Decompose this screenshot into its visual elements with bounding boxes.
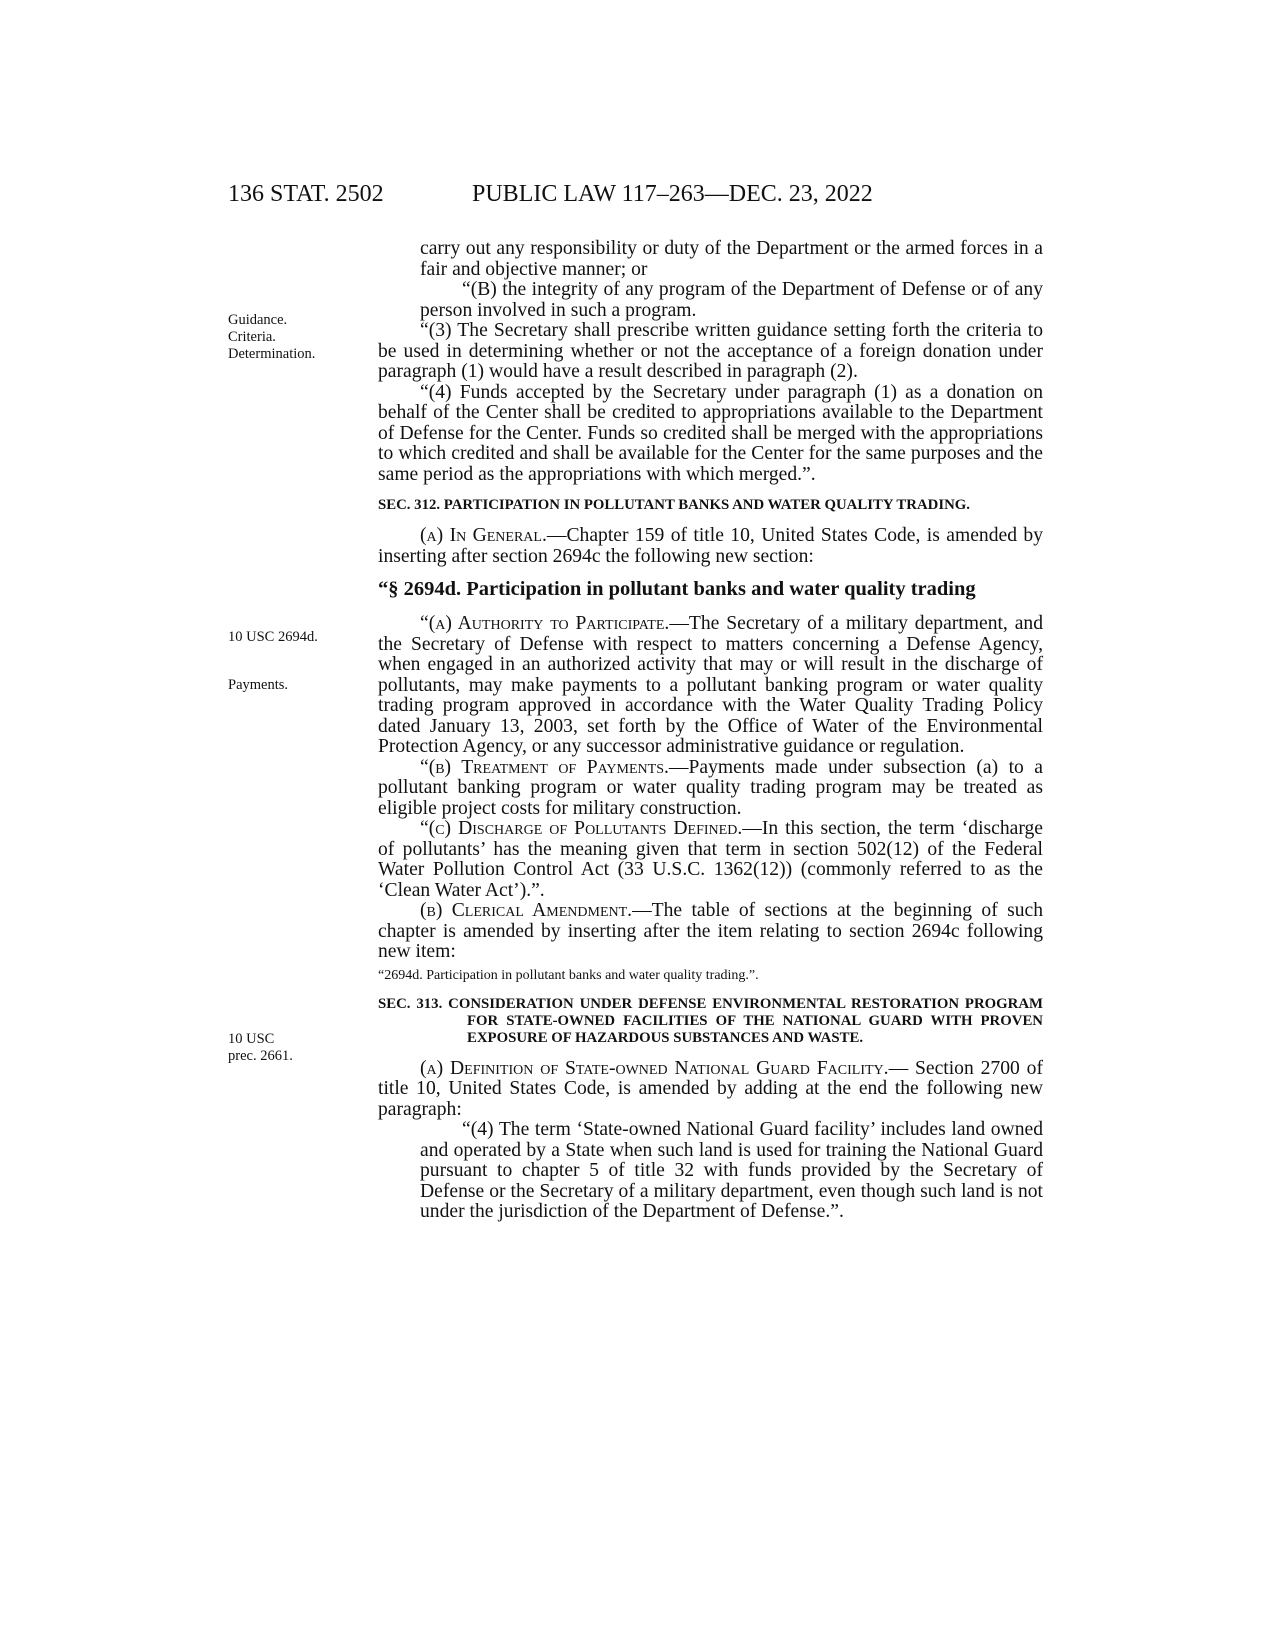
clerical-amendment xyxy=(378,901,1043,963)
margin-note-guidance xyxy=(228,312,368,363)
margin-note-line: 10 USC xyxy=(228,1031,275,1047)
margin-note-line: 10 USC 2694d. xyxy=(228,629,318,645)
section-312-subsection-a xyxy=(378,526,1043,567)
section-313-subsection-a xyxy=(378,1059,1043,1121)
margin-note-line: Determination. xyxy=(228,346,316,362)
subsection-text: —Chapter 159 of title 10, United States Code, is amended by inserting after section 2694c the following new section: xyxy=(378,525,1043,567)
statute-page-reference: 136 STAT. 2502 xyxy=(228,181,384,207)
subsection-label: “(c) Discharge of Pollutants Defined. xyxy=(420,818,743,839)
margin-note-usc-2694d xyxy=(228,629,368,646)
treatment-of-payments xyxy=(378,758,1043,820)
paragraph-4: “(4) Funds accepted by the Secretary under paragraph (1) as a donation on behalf of the Center shall be credited to appropriations available to the Department of Defense for the Center. Funds so credited shall be merged with the appropriations to which credited and shall be available for the Center for the same purposes and the same period as the appropriations with which merged.”. xyxy=(378,381,1043,485)
paragraph-2b: “(B) the integrity of any program of the Department of Defense or of any person involved in such a program. xyxy=(420,279,1043,321)
paragraph-3: “(3) The Secretary shall prescribe written guidance setting forth the criteria to be used in determining whether or not the acceptance of a foreign donation under paragraph (1) would have a result described in paragraph (2). xyxy=(378,320,1043,382)
margin-note-usc-prec xyxy=(228,1031,368,1065)
subsection-label: “(b) Treatment of Payments. xyxy=(420,756,669,778)
public-law-title: PUBLIC LAW 117–263—DEC. 23, 2022 xyxy=(472,181,873,207)
subsection-label: (a) Definition of State-owned National Guard Facility. xyxy=(420,1057,889,1079)
subsection-text: — Section 2700 of title 10, United States Code, is amended by adding at the end the following new paragraph: xyxy=(378,1057,1043,1120)
margin-note-line: Guidance. xyxy=(228,312,288,328)
discharge-of-pollutants-defined xyxy=(378,819,1043,901)
margin-note-line: Criteria. xyxy=(228,329,276,345)
table-of-sections-item: “2694d. Participation in pollutant banks and water quality trading.”. xyxy=(378,967,759,983)
section-313-quoted-paragraph: “(4) The term ‘State-owned National Guard facility’ includes land owned and operated by a State when such land is used for training the National Guard pursuant to chapter 5 of title 32 with funds provided by the Secretary of Defense or the Secretary of a military department, even though such land is not under the jurisdiction of the Department of Defense.”. xyxy=(420,1119,1043,1222)
subsection-text: —The Secretary of a military department, and the Secretary of Defense with respect to matters concerning a Defense Agency, when engaged in an authorized activity that may or will result in the discharge of pollutants, may make payments to a pollutant banking program or water quality trading program approved in accordance with the Water Quality Trading Policy dated January 13, 2003, set forth by the Office of Water of the Environmental Protection Agency, or any successor administrative guidance or regulation. xyxy=(378,613,1044,757)
section-2694d-heading: “§ 2694d. Participation in pollutant banks and water quality trading xyxy=(378,578,976,600)
subsection-label: (b) Clerical Amendment. xyxy=(420,900,633,921)
subsection-text: —Payments made under subsection (a) to a pollutant banking program or water quality trading program may be treated as eligible project costs for military construction. xyxy=(378,756,1044,819)
margin-note-payments xyxy=(228,677,368,694)
margin-note-line: Payments. xyxy=(228,677,289,693)
section-312-heading: SEC. 312. PARTICIPATION IN POLLUTANT BANKS AND WATER QUALITY TRADING. xyxy=(378,497,970,513)
subsection-label: (a) In General. xyxy=(420,525,547,546)
statute-body xyxy=(378,239,1043,1223)
section-313-heading: SEC. 313. CONSIDERATION UNDER DEFENSE ENVIRONMENTAL RESTORATION PROGRAM FOR STATE-OWNED FACILITIES OF THE NATIONAL GUARD WITH PROVEN EXPOSURE OF HAZARDOUS SUBSTANCES AND WASTE. xyxy=(378,995,1043,1046)
subsection-text: —The table of sections at the beginning of such chapter is amended by inserting after the item relating to section 2694c following new item: xyxy=(378,900,1043,962)
subsection-text: —In this section, the term ‘discharge of pollutants’ has the meaning given that term in section 502(12) of the Federal Water Pollution Control Act (33 U.S.C. 1362(12)) (commonly referred to as the ‘Clean Water Act’).”. xyxy=(378,818,1043,901)
margin-note-line: prec. 2661. xyxy=(228,1048,293,1064)
authority-to-participate xyxy=(378,614,1043,758)
subsection-label: “(a) Authority to Participate. xyxy=(420,613,670,634)
paragraph-continuation: carry out any responsibility or duty of the Department or the armed forces in a fair and objective manner; or xyxy=(420,238,1043,280)
